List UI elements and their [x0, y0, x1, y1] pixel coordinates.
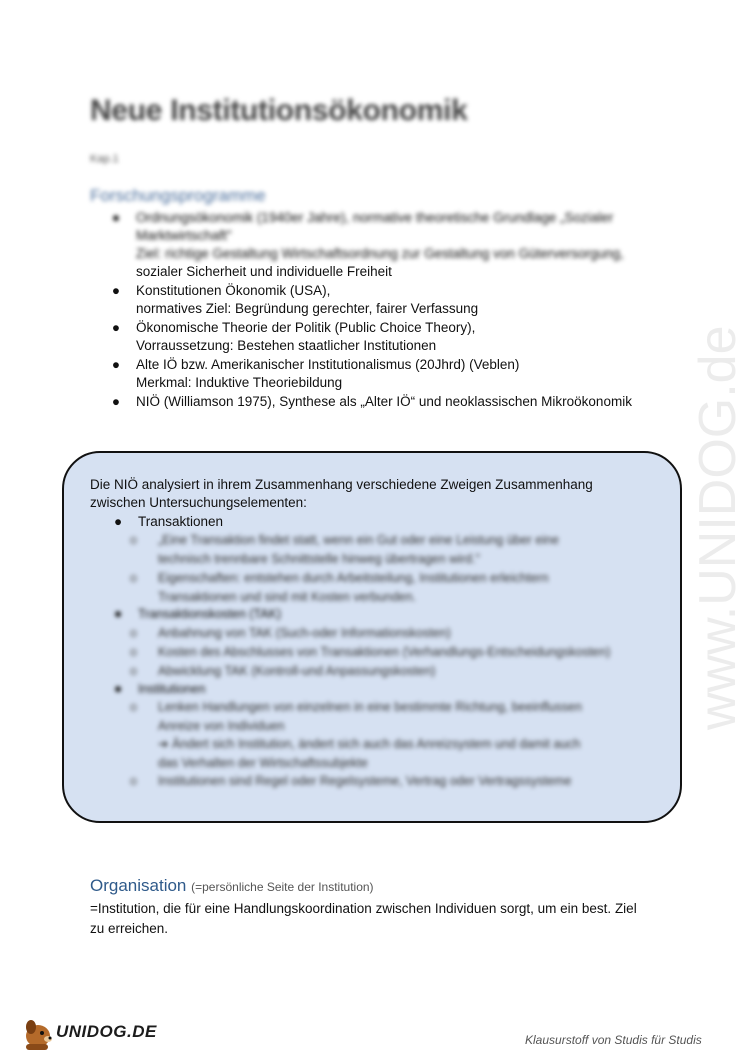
organisation-text: =Institution, die für eine Handlungskoordination zwischen Individuen sorgt, um ein best. Ziel zu erreichen. — [90, 901, 637, 936]
callout-intro: Die NIÖ analysiert in ihrem Zusammenhang verschiedene Zweigen Zusammenhang zwischen Untersuchungselementen: — [90, 477, 593, 510]
callout-subitem: o „Eine Transaktion findet statt, wenn ein Gut oder eine Leistung über eine technisch trennbare Schnittstelle hinweg übertragen wird." — [130, 533, 559, 566]
bullet-icon: ● — [111, 357, 121, 372]
research-program-list — [110, 209, 670, 412]
callout-subitem: o Eigenschaften: entstehen durch Arbeitsteilung, Institutionen erleichtern Transaktionen und sind mit Kosten verbunden. — [130, 571, 549, 604]
callout-subitem: o Anbahnung von TAK (Such-oder Informationskosten) — [130, 626, 451, 640]
callout-subitem: o Lenken Handlungen von einzelnen in eine bestimmte Richtung, beeinflussen Anreize von Individuen ➔ Ändert sich Institution, ändert sich auch das Anreizsystem und damit auch das Verhalten der Wirtschaftssubjekte — [130, 700, 582, 770]
bullet-icon: ● — [111, 320, 121, 335]
callout-subitem: o Kosten des Abschlusses von Transaktionen (Verhandlungs-Entscheidungskosten) — [130, 645, 611, 659]
organisation-heading: Organisation (=persönliche Seite der Institution) — [90, 876, 374, 895]
callout-item-transaktionen: Transaktionen — [138, 514, 224, 529]
bullet-icon: ● — [111, 394, 121, 409]
list-item: ● Ordnungsökonomik (1940er Jahre), normative theoretische Grundlage „Sozialer Marktwirtschaft" Ziel: richtige Gestaltung Wirtschaftsordnung zur Gestaltung von Güterversorgung, sozialer Sicherheit und individuelle Freiheit — [111, 210, 624, 279]
callout-bullet-icon: ● — [114, 606, 123, 621]
list-item: ● Konstitutionen Ökonomik (USA), normatives Ziel: Begründung gerechter, fairer Verfassung — [111, 283, 479, 316]
bullet-icon: ● — [111, 283, 121, 298]
callout-bullet-icon: ● — [114, 681, 123, 696]
logo-text: UNIDOG.DE — [56, 1022, 157, 1041]
list-item: ● Alte IÖ bzw. Amerikanischer Institutionalismus (20Jhrd) (Veblen) Merkmal: Induktive Theoriebildung — [111, 357, 520, 390]
list-item: ● Ökonomische Theorie der Politik (Public Choice Theory), Vorraussetzung: Bestehen staatlicher Institutionen — [111, 320, 476, 353]
callout-subitem: o Institutionen sind Regel oder Regelsysteme, Vertrag oder Vertragssysteme — [130, 774, 572, 788]
callout-bullet-icon: ● — [114, 514, 123, 529]
document-title: Neue Institutionsökonomik — [90, 94, 468, 127]
organisation-heading-note: (=persönliche Seite der Institution) — [191, 880, 374, 894]
callout-item-transaktionskosten: Transaktionskosten (TAK) — [138, 607, 282, 621]
callout-subitem: o Abwicklung TAK (Kontroll-und Anpassungskosten) — [130, 664, 436, 678]
list-item: ● NIÖ (Williamson 1975), Synthese als „Alter IÖ“ und neoklassischen Mikroökonomik — [111, 394, 632, 409]
bullet-icon: ● — [111, 210, 121, 225]
watermark: www.UNIDOG.de — [689, 325, 747, 730]
chapter-label: Kap.1 — [90, 153, 119, 165]
footer-text: Klausurstoff von Studis für Studis — [525, 1033, 702, 1047]
section-heading: Forschungsprogramme — [90, 186, 266, 205]
callout-item-institutionen: Institutionen — [138, 682, 206, 696]
